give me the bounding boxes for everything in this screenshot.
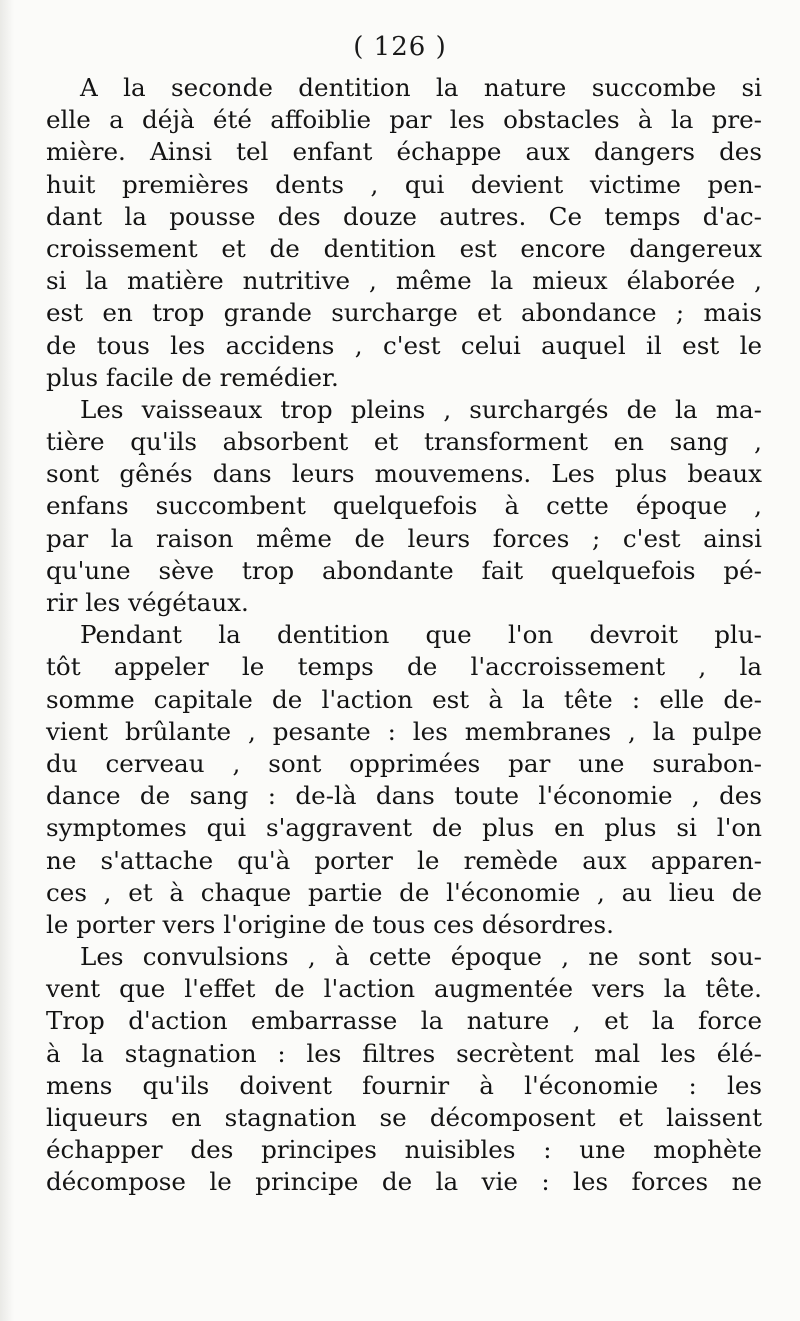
paragraph [46, 619, 762, 941]
text-line: vent que l'effet de l'action augmentée vers la tête. [46, 974, 762, 1004]
text-line: elle a déjà été affoiblie par les obstacles à la pre- [46, 105, 762, 135]
text-line: somme capitale de l'action est à la tête : elle de- [46, 684, 762, 714]
text-line: dance de sang : de-là dans toute l'économie , des [46, 781, 762, 811]
text-line: croissement et de dentition est encore dangereux [46, 233, 762, 263]
text-line: liqueurs en stagnation se décomposent et laissent [46, 1103, 762, 1132]
text-line: mens qu'ils doivent fournir à l'économie : les [46, 1070, 762, 1100]
text-line: décompose le principe de la vie : les forces ne [46, 1167, 762, 1197]
text-line: dant la pousse des douze autres. Ce temps d'ac- [46, 201, 762, 231]
text-line: ne s'attache qu'à porter le remède aux apparen- [46, 845, 762, 875]
text-line: échapper des principes nuisibles : une mophète [46, 1135, 762, 1165]
text-line: à la stagnation : les filtres secrètent mal les élé- [46, 1038, 762, 1068]
paragraph [46, 394, 762, 619]
text-line: huit premières dents , qui devient victime pen- [46, 169, 762, 199]
text-line: Les convulsions , à cette époque , ne sont sou- [80, 942, 762, 972]
text-line: qu'une sève trop abondante fait quelquefois pé- [46, 555, 762, 585]
text-line: symptomes qui s'aggravent de plus en plus si l'on [46, 813, 762, 843]
text-line: rir les végétaux. [46, 588, 249, 617]
text-line: est en trop grande surcharge et abondance ; mais [46, 298, 762, 328]
text-line: de tous les accidens , c'est celui auquel il est le [46, 330, 762, 360]
text-line: plus facile de remédier. [46, 362, 339, 392]
text-line: si la matière nutritive , même la mieux élaborée , [46, 266, 762, 296]
text-line: vient brûlante , pesante : les membranes , la pulpe [46, 716, 762, 746]
text-line: A la seconde dentition la nature succombe si [80, 73, 762, 102]
page-number: ( 126 ) [353, 32, 447, 62]
text-line: Trop d'action embarrasse la nature , et la force [46, 1006, 762, 1036]
text-line: par la raison même de leurs forces ; c'est ainsi [46, 523, 762, 553]
text-line: tière qu'ils absorbent et transforment en sang , [46, 427, 762, 457]
text-line: mière. Ainsi tel enfant échappe aux dangers des [46, 137, 762, 167]
body-text [46, 72, 762, 1199]
paragraph [46, 72, 762, 394]
text-line: enfans succombent quelquefois à cette époque , [46, 491, 762, 521]
text-line: Les vaisseaux trop pleins , surchargés de la ma- [80, 394, 762, 424]
text-line: Pendant la dentition que l'on devroit plu- [80, 620, 762, 650]
text-line: du cerveau , sont opprimées par une surabon- [46, 748, 762, 778]
text-line: le porter vers l'origine de tous ces désordres. [46, 909, 614, 939]
text-line: ces , et à chaque partie de l'économie , au lieu de [46, 877, 762, 907]
paragraph [46, 941, 762, 1199]
text-line: sont gênés dans leurs mouvemens. Les plus beaux [46, 459, 762, 489]
text-line: tôt appeler le temps de l'accroissement , la [46, 652, 762, 682]
